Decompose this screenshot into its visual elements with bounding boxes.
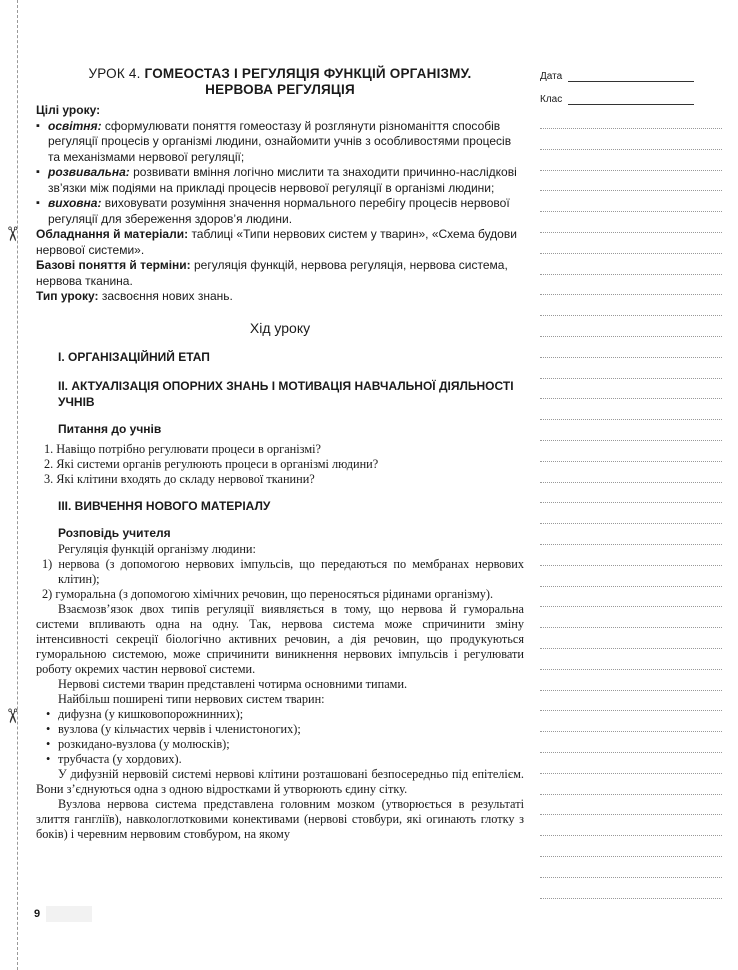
- lesson-title: УРОК 4. ГОМЕОСТАЗ І РЕГУЛЯЦІЯ ФУНКЦІЙ ОРГАНІЗМУ. НЕРВОВА РЕГУЛЯЦІЯ: [88, 66, 472, 97]
- note-line: [540, 710, 722, 711]
- note-line: [540, 794, 722, 795]
- note-line: [540, 648, 722, 649]
- goal-item: ▪ розвивальна: розвивати вміння логічно мислити та знаходити причинно-наслідкові зв’язки між подіями на прикладі процесів нервової регуляції в організмі людини;: [36, 165, 524, 196]
- note-line: [540, 586, 722, 587]
- list-item: • дифузна (у кишковопорожнинних);: [36, 707, 524, 722]
- note-line: [540, 315, 722, 316]
- note-line: [540, 274, 722, 275]
- note-line: [540, 502, 722, 503]
- goal-item: ▪ освітня: сформулювати поняття гомеостазу й розглянути різноманіття способів регуляції процесів у організмі людини, ознайомити учнів з особливостями процесів та механізмами нервової регуляції;: [36, 119, 524, 166]
- list-item: • розкидано-вузлова (у молюсків);: [36, 737, 524, 752]
- stage-2-heading: II. АКТУАЛІЗАЦІЯ ОПОРНИХ ЗНАНЬ І МОТИВАЦІЯ НАВЧАЛЬНОЇ ДІЯЛЬНОСТІ УЧНІВ: [58, 379, 514, 409]
- date-field[interactable]: Дата: [540, 70, 720, 82]
- note-line: [540, 690, 722, 691]
- question-item: 2. Які системи органів регулюють процеси в організмі людини?: [44, 456, 379, 471]
- class-field[interactable]: Клас: [540, 93, 720, 105]
- questions-heading: Питання до учнів: [58, 422, 162, 436]
- note-line: [540, 814, 722, 815]
- goals-heading: Цілі уроку:: [36, 103, 101, 117]
- goals-list: [36, 119, 524, 228]
- note-line: [540, 565, 722, 566]
- cut-line: [17, 0, 18, 970]
- paragraph: Вузлова нервова система представлена головним мозком (утворюється в результаті злиття гангліїв), навкологлотковими конективами (нервові стовбури, які огинають глотку з боків) і черевним нервовим стовбуром, на якому: [36, 796, 524, 841]
- note-line: [540, 378, 722, 379]
- note-line: [540, 294, 722, 295]
- stage-1-heading: I. ОРГАНІЗАЦІЙНИЙ ЕТАП: [58, 349, 210, 364]
- nervous-types-list: [36, 707, 524, 767]
- note-line: [540, 731, 722, 732]
- regulation-item: 2) гуморальна (з допомогою хімічних речовин, що переносяться рідинами організму).: [42, 586, 494, 601]
- question-item: 3. Які клітини входять до складу нервової тканини?: [44, 471, 315, 486]
- regulation-item: 1) нервова (з допомогою нервових імпульсів, що передаються по мембранах нервових клітин);: [42, 556, 524, 586]
- note-line: [540, 835, 722, 836]
- note-line: [540, 170, 722, 171]
- paragraph: Найбільш поширені типи нервових систем тварин:: [58, 691, 325, 706]
- note-line: [540, 232, 722, 233]
- note-line: [540, 398, 722, 399]
- scissors-icon: ✂: [0, 707, 25, 725]
- note-line: [540, 253, 722, 254]
- sidebar-fields: [540, 70, 720, 116]
- note-line: [540, 461, 722, 462]
- note-line: [540, 669, 722, 670]
- paragraph: У дифузній нервовій системі нервові клітини розташовані безпосередньо під епітелієм. Вони з’єднуються одна з одною відростками й утворюють єдину сітку.: [36, 766, 524, 796]
- questions-list: [36, 442, 524, 487]
- stage-3-heading: III. ВИВЧЕННЯ НОВОГО МАТЕРІАЛУ: [58, 498, 271, 513]
- goal-item: ▪ виховна: виховувати розуміння значення нормального перебігу процесів нервової регуляції для збереження здоров’я людини.: [36, 196, 524, 227]
- note-line: [540, 211, 722, 212]
- note-line: [540, 357, 722, 358]
- regulation-list: [36, 557, 524, 602]
- list-item: • вузлова (у кільчастих червів і членистоногих);: [36, 722, 524, 737]
- note-line: [540, 877, 722, 878]
- note-line: [540, 606, 722, 607]
- note-line: [540, 898, 722, 899]
- note-line: [540, 190, 722, 191]
- note-line: [540, 627, 722, 628]
- note-line: [540, 336, 722, 337]
- question-item: 1. Навіщо потрібно регулювати процеси в організмі?: [44, 441, 322, 456]
- note-line: [540, 482, 722, 483]
- note-line: [540, 773, 722, 774]
- scissors-icon: ✂: [0, 225, 25, 243]
- paragraph: Взаємозв’язок двох типів регуляції виявляється в тому, що нервова й гуморальна системи впливають одна на одну. Так, нервова система може спричинити зміну інтенсивності секреції біологічно активних речовин, а дія речовин, що продукуються гуморальною системою, може спричинити виникнення нервових імпульсів і регулювати роботу окремих частин нервової системи.: [36, 601, 524, 676]
- equipment: Обладнання й матеріали: таблиці «Типи нервових систем у тварин», «Схема будови нервової системи».: [36, 227, 517, 257]
- note-line: [540, 128, 722, 129]
- note-line: [540, 752, 722, 753]
- story-heading: Розповідь учителя: [58, 526, 171, 540]
- page-number-box: [46, 906, 92, 922]
- note-line: [540, 419, 722, 420]
- note-line: [540, 523, 722, 524]
- page-number: 9: [34, 908, 41, 920]
- lesson-content: [36, 66, 524, 842]
- list-item: • трубчаста (у хордових).: [36, 752, 524, 767]
- concepts: Базові поняття й терміни: регуляція функцій, нервова регуляція, нервова система, нервова тканина.: [36, 258, 508, 288]
- note-line: [540, 856, 722, 857]
- note-line: [540, 440, 722, 441]
- lesson-type: Тип уроку: засвоєння нових знань.: [36, 289, 233, 303]
- note-line: [540, 149, 722, 150]
- course-heading: Хід уроку: [249, 319, 311, 336]
- paragraph: Нервові системи тварин представлені чотирма основними типами.: [58, 676, 408, 691]
- story-intro: Регуляція функцій організму людини:: [58, 541, 256, 556]
- note-line: [540, 544, 722, 545]
